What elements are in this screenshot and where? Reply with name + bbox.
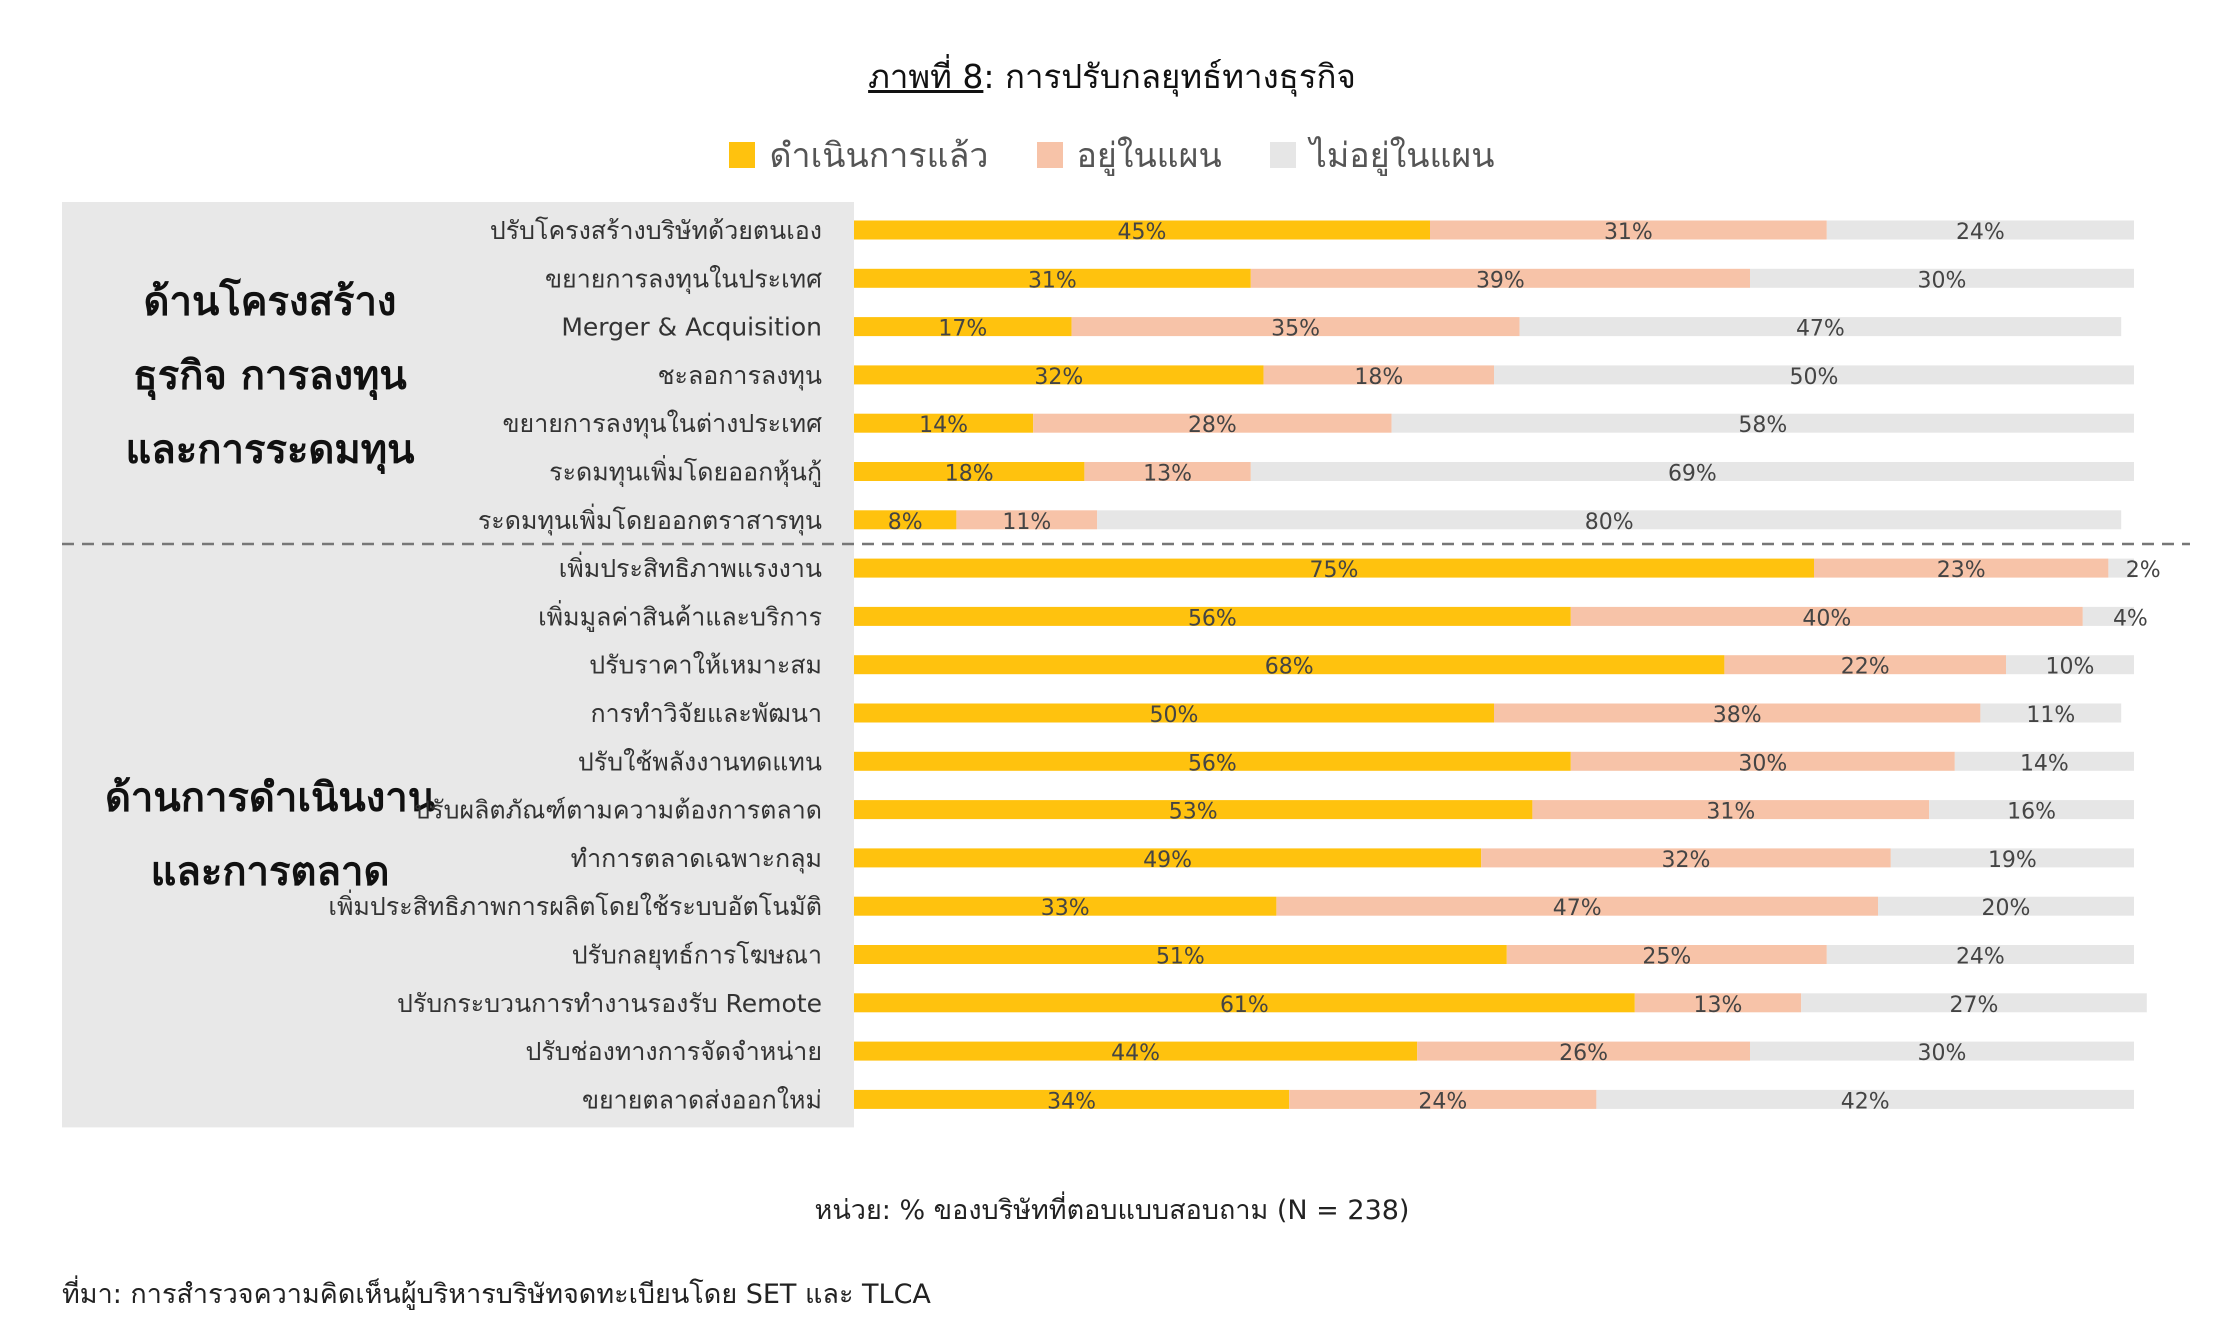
data-label-done: 33% xyxy=(1040,896,1090,922)
legend-label-planned: อยู่ในแผน xyxy=(1076,136,1222,176)
category-label: ปรับโครงสร้างบริษัทด้วยตนเอง xyxy=(489,216,822,245)
data-label-planned: 22% xyxy=(1840,654,1890,680)
data-label-done: 51% xyxy=(1155,944,1205,970)
data-label-planned: 25% xyxy=(1642,944,1692,970)
category-label: ปรับกลยุทธ์การโฆษณา xyxy=(571,940,822,970)
category-label: เพิ่มมูลค่าสินค้าและบริการ xyxy=(538,602,822,632)
data-label-planned: 38% xyxy=(1712,703,1762,728)
data-label-planned: 13% xyxy=(1143,461,1193,487)
data-label-done: 56% xyxy=(1187,606,1237,632)
data-label-planned: 47% xyxy=(1552,896,1602,922)
data-label-not-planned: 69% xyxy=(1667,461,1717,487)
category-label: ขยายการลงทุนในประเทศ xyxy=(544,264,822,294)
data-label-done: 56% xyxy=(1187,751,1237,777)
figure-title-text: : การปรับกลยุทธ์ทางธุรกิจ xyxy=(983,57,1356,96)
data-label-planned: 32% xyxy=(1661,847,1711,873)
data-label-done: 53% xyxy=(1168,799,1218,825)
category-label: Merger & Acquisition xyxy=(561,312,822,342)
category-label: เพิ่มประสิทธิภาพการผลิตโดยใช้ระบบอัตโนมัติ xyxy=(328,892,822,922)
group-title-structure-line-3: และการระดมทุน xyxy=(125,426,415,473)
data-label-planned: 18% xyxy=(1354,364,1404,390)
data-label-planned: 30% xyxy=(1738,751,1788,777)
category-label: การทำวิจัยและพัฒนา xyxy=(590,699,822,728)
category-label: ระดมทุนเพิ่มโดยออกตราสารทุน xyxy=(477,505,822,535)
data-label-planned: 39% xyxy=(1475,268,1525,294)
category-label: ปรับช่องทางการจัดจำหน่าย xyxy=(525,1037,822,1067)
data-label-planned: 24% xyxy=(1418,1089,1468,1115)
data-label-done: 8% xyxy=(887,509,923,535)
data-label-done: 44% xyxy=(1111,1041,1161,1067)
data-label-not-planned: 19% xyxy=(1987,847,2037,873)
category-label: ชะลอการลงทุน xyxy=(657,360,822,390)
data-label-planned: 31% xyxy=(1603,220,1653,245)
data-label-done: 68% xyxy=(1264,654,1314,680)
data-label-not-planned: 27% xyxy=(1949,992,1999,1018)
data-label-planned: 23% xyxy=(1936,558,1986,584)
category-label: ปรับใช้พลังงานทดแทน xyxy=(577,747,822,777)
data-label-not-planned: 30% xyxy=(1917,1041,1967,1067)
data-label-not-planned: 24% xyxy=(1955,220,2005,245)
category-label: เพิ่มประสิทธิภาพแรงงาน xyxy=(558,554,822,584)
category-label: ปรับผลิตภัณฑ์ตามความต้องการตลาด xyxy=(414,795,822,825)
data-label-done: 45% xyxy=(1117,220,1167,245)
legend-label-not-planned: ไม่อยู่ในแผน xyxy=(1309,136,1495,176)
data-label-not-planned: 42% xyxy=(1840,1089,1890,1115)
data-label-planned: 31% xyxy=(1706,799,1756,825)
data-label-done: 31% xyxy=(1027,268,1077,294)
data-label-not-planned: 16% xyxy=(2007,799,2057,825)
group-title-operations-line-1: ด้านการดำเนินงาน xyxy=(104,774,436,821)
data-label-not-planned: 20% xyxy=(1981,896,2031,922)
data-label-planned: 40% xyxy=(1802,606,1852,632)
data-label-not-planned: 58% xyxy=(1738,413,1788,439)
source-note: ที่มา: การสำรวจความคิดเห็นผู้บริหารบริษัทจดทะเบียนโดย SET และ TLCA xyxy=(62,1279,931,1310)
data-label-not-planned: 80% xyxy=(1584,509,1634,535)
data-label-planned: 26% xyxy=(1559,1041,1609,1067)
category-label: ระดมทุนเพิ่มโดยออกหุ้นกู้ xyxy=(549,457,822,487)
data-label-done: 18% xyxy=(944,461,994,487)
data-label-not-planned: 47% xyxy=(1795,316,1845,342)
category-label: ปรับกระบวนการทำงานรองรับ Remote xyxy=(397,988,822,1018)
data-label-done: 61% xyxy=(1219,992,1269,1018)
legend-label-done: ดำเนินการแล้ว xyxy=(769,136,989,176)
category-label: ปรับราคาให้เหมาะสม xyxy=(589,650,822,680)
data-label-done: 17% xyxy=(938,316,988,342)
group-title-operations-line-2: และการตลาด xyxy=(150,848,390,895)
data-label-planned: 13% xyxy=(1693,992,1743,1018)
data-label-planned: 35% xyxy=(1271,316,1321,342)
category-label: ขยายตลาดส่งออกใหม่ xyxy=(581,1085,822,1115)
data-label-not-planned: 2% xyxy=(2125,558,2161,584)
data-label-not-planned: 24% xyxy=(1955,944,2005,970)
group-title-structure-line-1: ด้านโครงสร้าง xyxy=(143,278,397,325)
figure-label: ภาพที่ 8 xyxy=(868,57,984,96)
data-label-not-planned: 11% xyxy=(2026,703,2076,728)
data-label-done: 50% xyxy=(1149,703,1199,728)
group-title-structure-line-2: ธุรกิจ การลงทุน xyxy=(133,352,407,399)
category-label: ทำการตลาดเฉพาะกลุม xyxy=(570,843,822,873)
category-label: ขยายการลงทุนในต่างประเทศ xyxy=(502,409,822,439)
data-label-done: 75% xyxy=(1309,558,1359,584)
unit-note: หน่วย: % ของบริษัทที่ตอบแบบสอบถาม (N = 238) xyxy=(814,1195,1410,1226)
data-label-done: 32% xyxy=(1034,364,1084,390)
data-label-done: 14% xyxy=(919,413,969,439)
data-label-planned: 28% xyxy=(1187,413,1237,439)
data-label-done: 34% xyxy=(1047,1089,1097,1115)
data-label-done: 49% xyxy=(1143,847,1193,873)
data-label-not-planned: 30% xyxy=(1917,268,1967,294)
data-label-not-planned: 10% xyxy=(2045,654,2095,680)
data-label-not-planned: 50% xyxy=(1789,364,1839,390)
data-label-not-planned: 4% xyxy=(2112,606,2148,632)
data-label-not-planned: 14% xyxy=(2019,751,2069,777)
data-label-planned: 11% xyxy=(1002,509,1052,535)
